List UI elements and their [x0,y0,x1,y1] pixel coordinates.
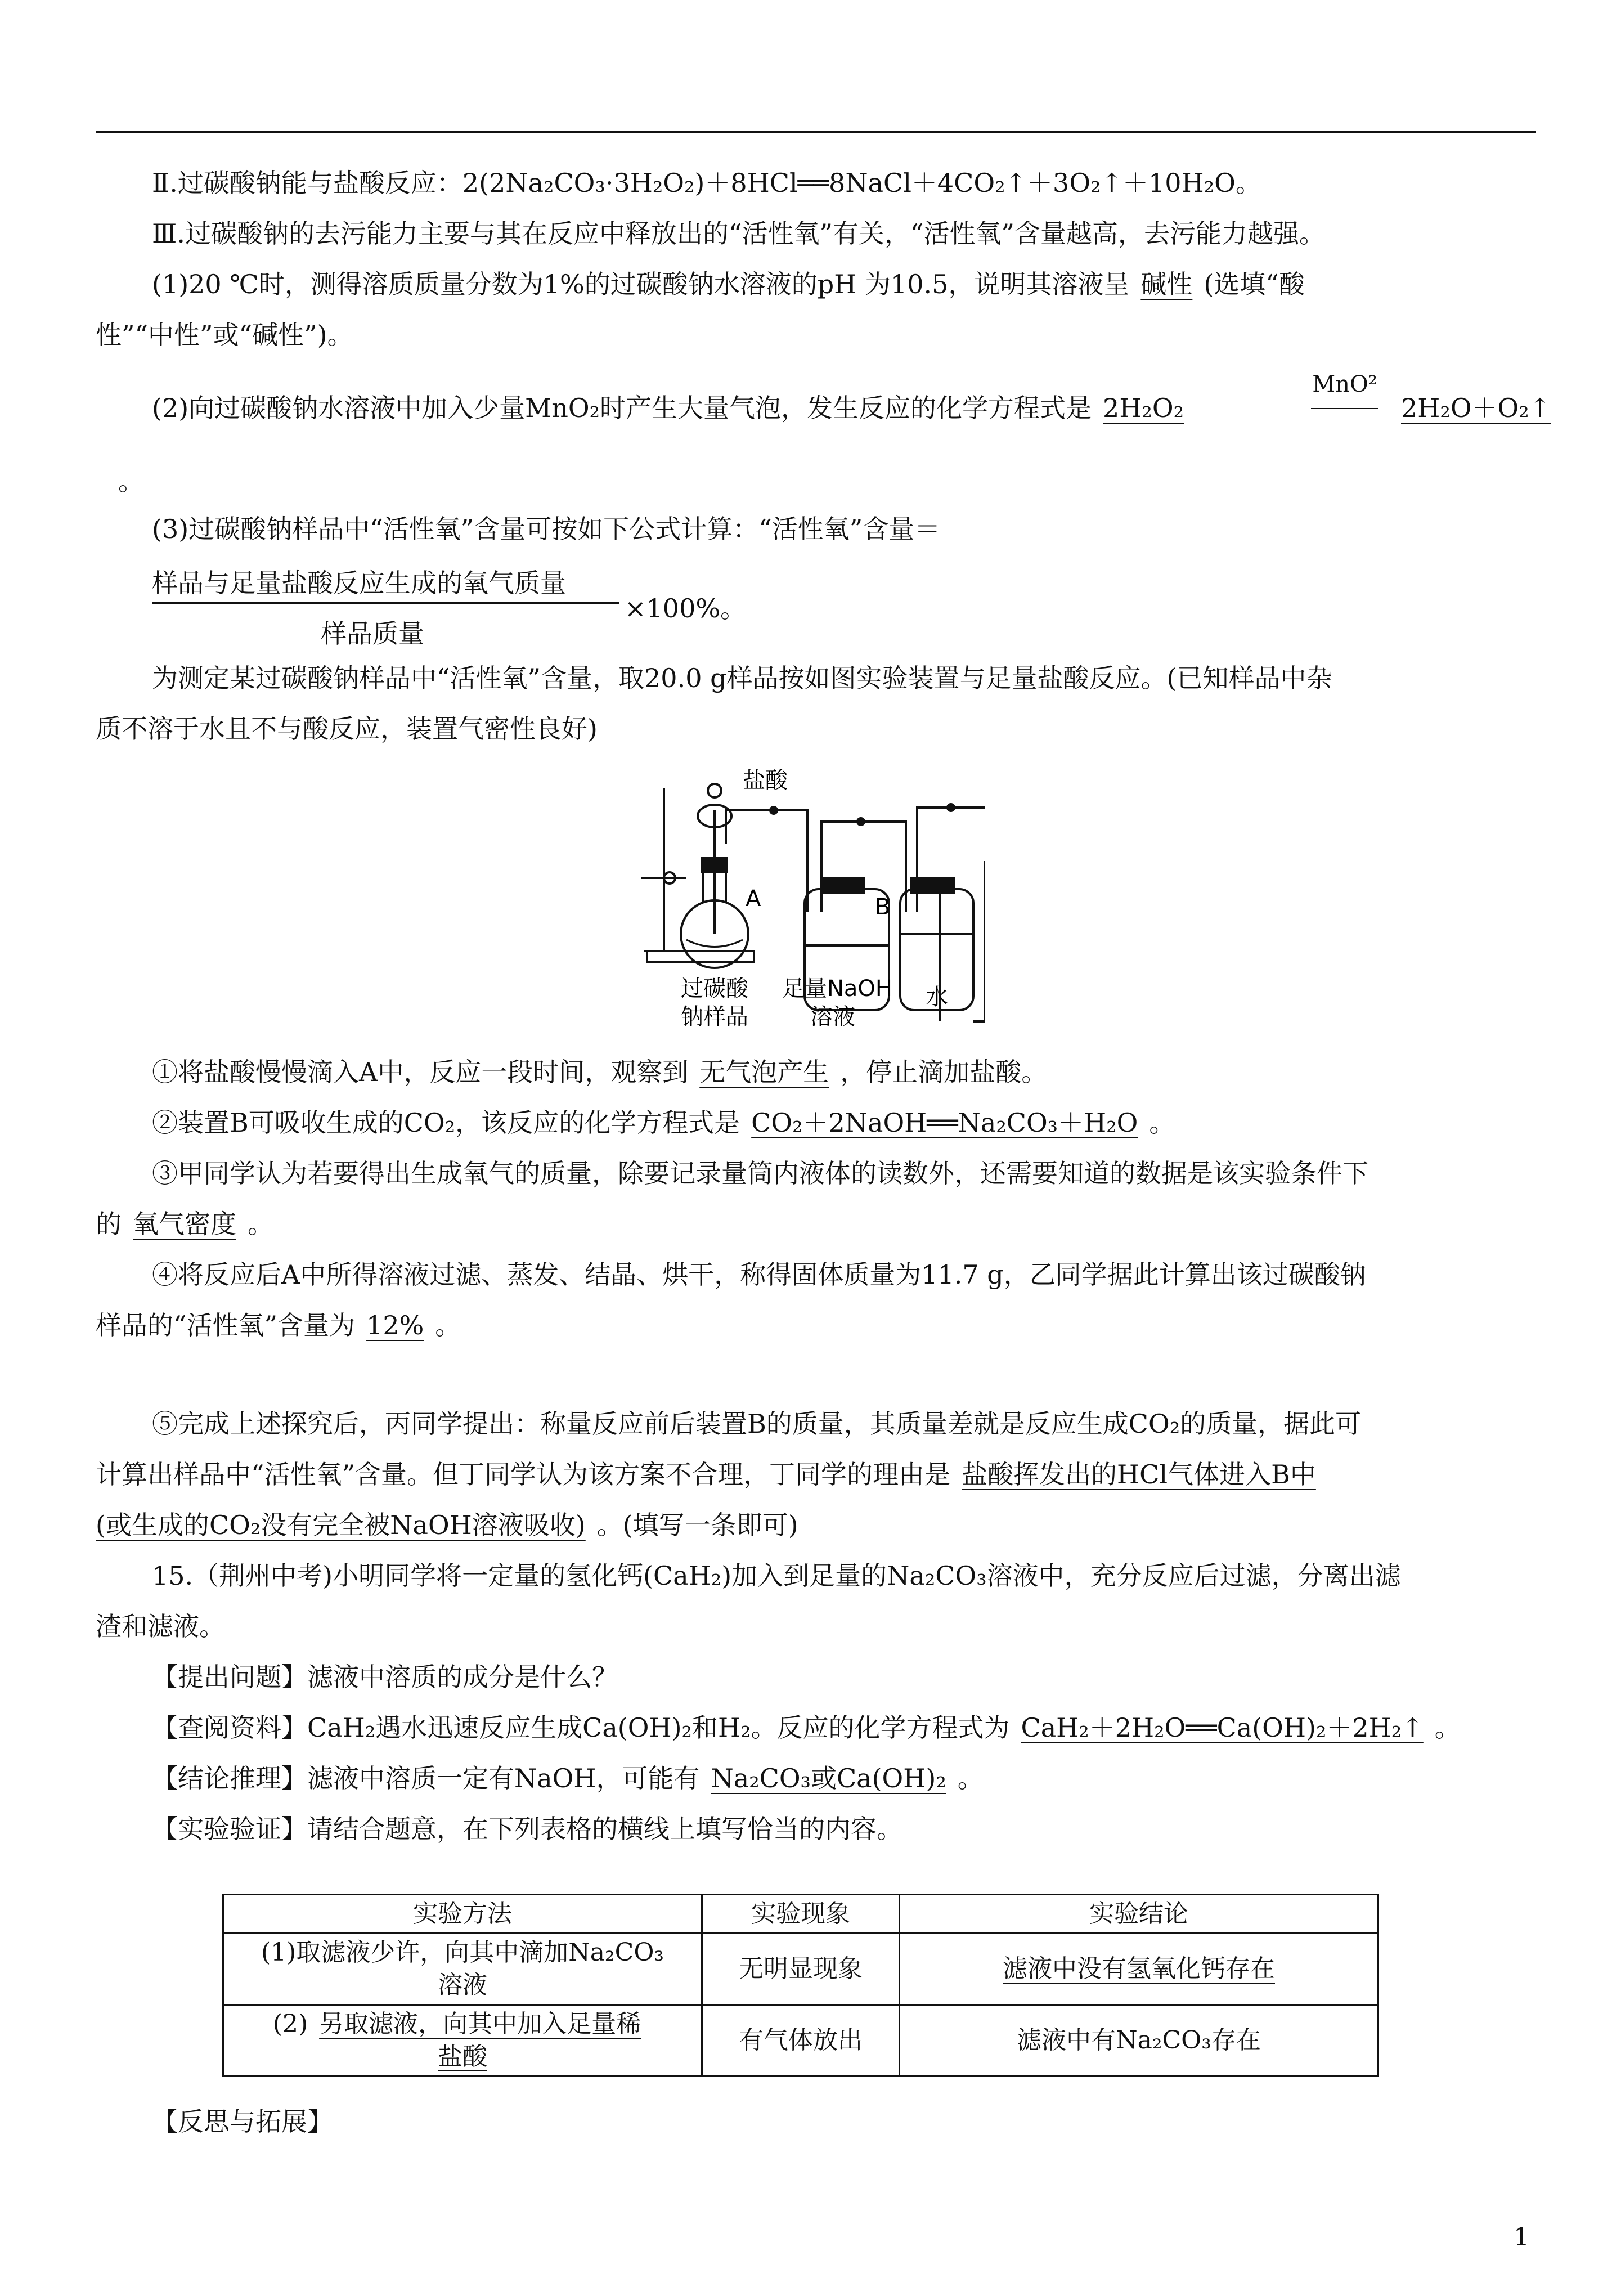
header-phenomenon: 实验现象 [702,1895,900,1934]
setup-text-2: 质不溶于水且不与酸反应，装置气密性良好) [96,714,598,744]
row2-method: (2) 另取滤液，向其中加入足量稀 盐酸 [223,2005,702,2077]
answer-s3: 氧气密度 [133,1209,236,1239]
row2-conclusion: 滤液中有Na₂CO₃存在 [900,2005,1378,2077]
row1-phenomenon: 无明显现象 [702,1934,900,2005]
step-3-cont: 的 氧气密度 。 [96,1209,273,1239]
question-15-cont: 渣和滤液。 [96,1611,225,1642]
answer-2b: 2H₂O＋O₂↑ [1401,393,1551,423]
step-5: ⑤完成上述探究后，丙同学提出：称量反应前后装置B的质量，其质量差就是反应生成CO₂的质量，据此可 [152,1409,1362,1439]
answer-s5b: (或生成的CO₂没有完全被NaOH溶液吸收) [96,1510,586,1540]
question-1: (1)20 ℃时，测得溶质质量分数为1%的过碳酸钠水溶液的pH 为10.5，说明其溶液呈 碱性 (选填“酸 [152,269,1305,299]
question-1-cont: 性”“中性”或“碱性”)。 [96,320,353,350]
label-naoh-2: 溶液 [810,1004,855,1030]
label-acid: 盐酸 [743,768,788,793]
row2-phenomenon: 有气体放出 [702,2005,900,2077]
label-water: 水 [926,984,948,1010]
answer-1: 碱性 [1140,269,1193,299]
row1-method: (1)取滤液少许，向其中滴加Na₂CO₃ 溶液 [223,1934,702,2005]
catalyst-condition: MnO² [1305,371,1384,411]
table-row [223,1934,1378,2005]
top-rule [96,131,1536,133]
label-sample-1: 过碳酸 [681,976,748,1002]
apparatus-diagram [636,765,985,1035]
table-header-row [223,1895,1378,1934]
answer-s5a: 盐酸挥发出的HCl气体进入B中 [962,1459,1316,1490]
section-inference: 【结论推理】滤液中溶质一定有NaOH，可能有 Na₂CO₃或Ca(OH)₂ 。 [152,1763,984,1793]
section-reflection: 【反思与拓展】 [152,2106,333,2137]
answer-s1: 无气泡产生 [699,1057,829,1087]
label-sample-2: 钠样品 [681,1004,748,1030]
info-line-3: Ⅲ.过碳酸钠的去污能力主要与其在反应中释放出的“活性氧”有关，“活性氧”含量越高，去污能力越强。 [152,218,1326,249]
section-question: 【提出问题】滤液中溶质的成分是什么？ [152,1662,618,1692]
step-5-cont: 计算出样品中“活性氧”含量。但丁同学认为该方案不合理，丁同学的理由是 盐酸挥发出的HCl气体进入B中 [96,1458,1327,1491]
setup-text-1: 为测定某过碳酸钠样品中“活性氧”含量，取20.0 g样品按如图实验装置与足量盐酸反应。(已知样品中杂 [152,663,1332,693]
info-line-2: Ⅱ.过碳酸钠能与盐酸反应：2(2Na₂CO₃·3H₂O₂)＋8HCl══8NaCl＋4CO₂↑＋3O₂↑＋10H₂O。 [152,168,1261,198]
answer-s4: 12% [366,1310,424,1340]
step-1: ①将盐酸慢慢滴入A中，反应一段时间，观察到 无气泡产生 ，停止滴加盐酸。 [152,1057,1048,1087]
page-number: 1 [1514,2223,1529,2252]
step-3: ③甲同学认为若要得出生成氧气的质量，除要记录量筒内液体的读数外，还需要知道的数据是该实验条件下 [152,1158,1368,1189]
step-4-cont: 样品的“活性氧”含量为 12% 。 [96,1310,461,1340]
header-conclusion: 实验结论 [900,1895,1378,1934]
table-row [223,2005,1378,2077]
experiment-table [222,1894,1379,2077]
section-reference: 【查阅资料】CaH₂遇水迅速反应生成Ca(OH)₂和H₂。反应的化学方程式为 CaH₂＋2H₂O══Ca(OH)₂＋2H₂↑ 。 [152,1712,1461,1743]
step-4: ④将反应后A中所得溶液过滤、蒸发、结晶、烘干，称得固体质量为11.7 g，乙同学据此计算出该过碳酸钠 [152,1259,1366,1290]
section-verification: 【实验验证】请结合题意，在下列表格的横线上填写恰当的内容。 [152,1814,902,1844]
answer-t2: CaH₂＋2H₂O══Ca(OH)₂＋2H₂↑ [1021,1712,1424,1743]
answer-t3: Na₂CO₃或Ca(OH)₂ [711,1763,946,1793]
question-2: (2)向过碳酸钠水溶液中加入少量MnO₂时产生大量气泡，发生反应的化学方程式是 2H₂O₂ [152,391,1195,425]
label-naoh-1: 足量NaOH [782,976,892,1002]
label-a: A [746,886,761,912]
question-2-end: 。 [118,466,144,496]
question-3: (3)过碳酸钠样品中“活性氧”含量可按如下公式计算：“活性氧”含量＝ [152,514,941,544]
step-2: ②装置B可吸收生成的CO₂，该反应的化学方程式是 CO₂＋2NaOH══Na₂CO₃＋H₂O 。 [152,1107,1175,1138]
row1-conclusion: 滤液中没有氢氧化钙存在 [900,1934,1378,2005]
header-method: 实验方法 [223,1895,702,1934]
step-5-cont2: (或生成的CO₂没有完全被NaOH溶液吸收) 。(填写一条即可) [96,1510,798,1540]
question-15: 15.（荆州中考)小明同学将一定量的氢化钙(CaH₂)加入到足量的Na₂CO₃溶液中，充分反应后过滤，分离出滤 [152,1560,1401,1591]
label-b: B [875,894,891,920]
answer-2a: 2H₂O₂ [1103,393,1184,423]
answer-s2: CO₂＋2NaOH══Na₂CO₃＋H₂O [751,1107,1138,1138]
